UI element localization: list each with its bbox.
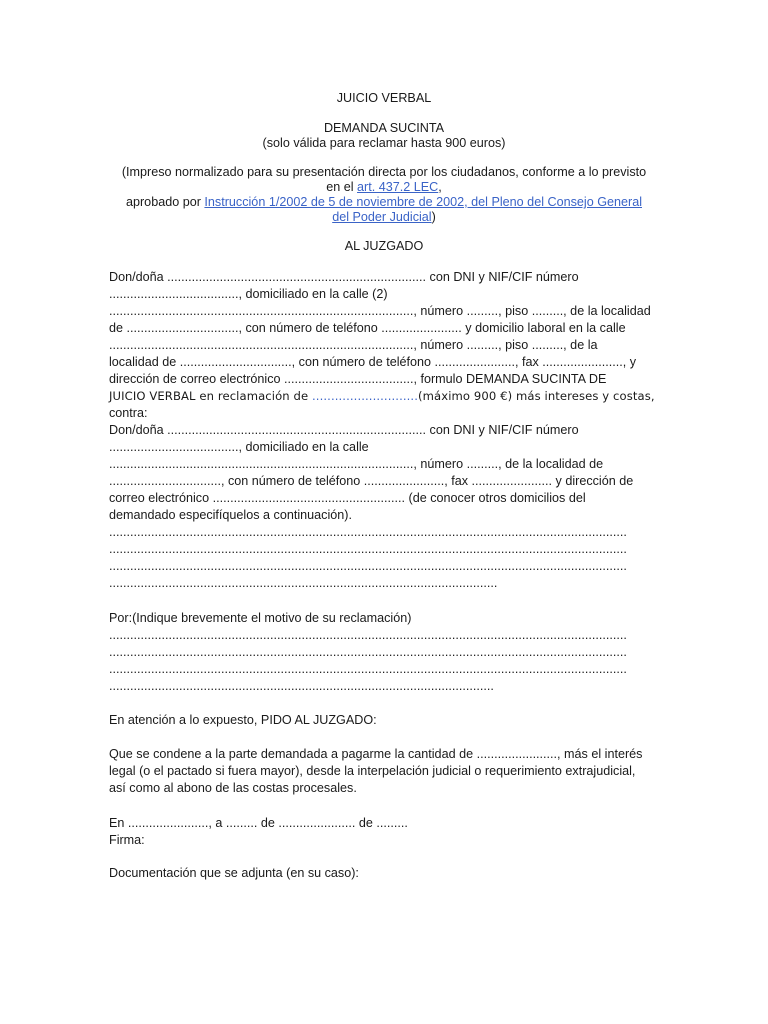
defendant-line: ................................, con número de teléfono ......................., fax ....................... y dirección de — [109, 474, 634, 488]
defendant-line: correo electrónico ....................................................... (de conocer otros domicilios del — [109, 491, 586, 505]
intro-text: ) — [431, 210, 436, 224]
plaintiff-line: de ................................, con número de teléfono ....................... y domicilio laboral en la calle — [109, 321, 626, 335]
intro-line-3 — [0, 195, 768, 210]
defendant-line: Don/doña .......................................................................... con DNI y NIF/CIF número — [109, 423, 579, 437]
reason-label: Por:(Indique brevemente el motivo de su reclamación) — [109, 611, 412, 625]
plaintiff-line: localidad de ................................, con número de teléfono ......................., fax ......................., y — [109, 355, 637, 369]
dotted-line: .................................................................................................................................................... — [109, 645, 627, 659]
plaintiff-line: ......................................................................................., número ........., piso ........., de la — [109, 338, 598, 352]
plaintiff-line — [109, 389, 655, 404]
dotted-line: .................................................................................................................................................... — [109, 628, 627, 642]
intro-line-2 — [0, 180, 768, 195]
defendant-line: ......................................................................................., número ........., de la localidad de — [109, 457, 604, 471]
against-label: contra: — [109, 406, 148, 420]
claim-type: JUICIO VERBAL — [109, 389, 196, 403]
document-title: JUICIO VERBAL — [336, 91, 432, 105]
dotted-line: .............................................................................................................. — [109, 679, 494, 693]
subtitle-note: (solo válida para reclamar hasta 900 euros) — [262, 136, 506, 150]
dotted-line: .................................................................................................................................................... — [109, 559, 627, 573]
dotted-line: .................................................................................................................................................... — [109, 542, 627, 556]
petition-line: así como al abono de las costas procesales. — [109, 781, 357, 795]
plaintiff-line: ....................................., domiciliado en la calle (2) — [109, 287, 388, 301]
intro-text: en el — [326, 180, 358, 194]
instruction-link-cont[interactable]: del Poder Judicial — [332, 210, 432, 224]
intro-line-4 — [0, 210, 768, 225]
plaintiff-line: dirección de correo electrónico ....................................., formulo DEMANDA SUCINTA DE — [109, 372, 607, 386]
instruction-link[interactable]: Instrucción 1/2002 de 5 de noviembre de 2002, del Pleno del Consejo General — [204, 195, 642, 209]
court-heading: AL JUZGADO — [344, 239, 424, 253]
intro-line-1: (Impreso normalizado para su presentación directa por los ciudadanos, conforme a lo previsto — [121, 165, 647, 179]
place-date-line: En ......................., a ......... de ...................... de ......... — [109, 816, 408, 830]
petition-line: Que se condene a la parte demandada a pagarme la cantidad de ......................., más el interés — [109, 747, 643, 761]
petition-line: legal (o el pactado si fuera mayor), desde la interpelación judicial o requerimiento extrajudicial, — [109, 764, 636, 778]
defendant-line: demandado especifíquelos a continuación). — [109, 508, 352, 522]
claim-text: en reclamación de — [195, 389, 313, 403]
dotted-line: ............................................................................................................... — [109, 576, 498, 590]
attached-docs-label: Documentación que se adjunta (en su caso): — [109, 866, 359, 880]
signature-label: Firma: — [109, 833, 145, 847]
claim-amount-field: ............................ — [312, 389, 419, 403]
dotted-line: .................................................................................................................................................... — [109, 662, 627, 676]
petition-heading: En atención a lo expuesto, PIDO AL JUZGADO: — [109, 713, 377, 727]
defendant-line: ....................................., domiciliado en la calle — [109, 440, 369, 454]
plaintiff-line: Don/doña .......................................................................... con DNI y NIF/CIF número — [109, 270, 579, 284]
document-subtitle: DEMANDA SUCINTA — [323, 121, 445, 135]
lec-article-link[interactable]: art. 437.2 LEC — [357, 180, 439, 194]
intro-text: aprobado por — [125, 195, 205, 209]
dotted-line: .................................................................................................................................................... — [109, 525, 627, 539]
claim-text: (máximo 900 €) más intereses y costas, — [418, 389, 655, 403]
intro-text: , — [438, 180, 442, 194]
plaintiff-line: ......................................................................................., número ........., piso ........., de la localidad — [109, 304, 651, 318]
